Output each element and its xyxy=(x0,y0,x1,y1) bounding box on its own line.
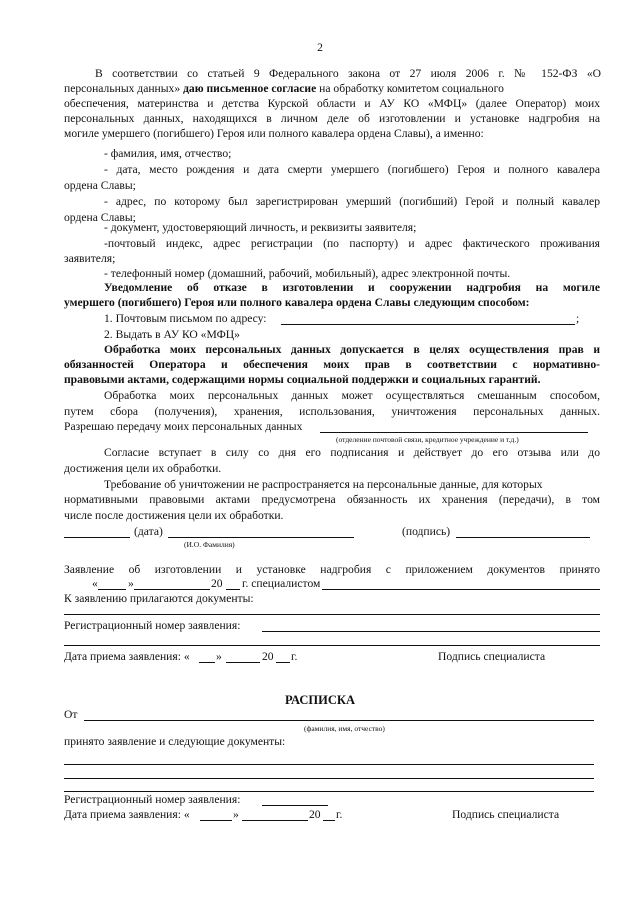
processing-line-2: обязанностей Оператора и обеспечения моих прав в соответствии с нормативно- xyxy=(64,358,600,371)
acceptance-month-field[interactable] xyxy=(134,589,210,590)
destruction-line-2: нормативными правовыми актами предусмотрена обязанность их хранения (передачи), в том xyxy=(64,493,600,506)
consent-line-1: В соответствии со статьей 9 Федерального закона от 27 июля 2006 г. № 152-ФЗ «О xyxy=(95,67,601,80)
validity-line-1: Согласие вступает в силу со дня его подписания и действует до его отзыва или до xyxy=(104,446,600,459)
receipt-title: РАСПИСКА xyxy=(284,693,356,707)
list-item: - дата, место рождения и дата смерти умершего (погибшего) Героя и полного кавалера xyxy=(104,163,600,176)
receipt-docs-field[interactable] xyxy=(64,764,594,765)
receipt-date-day-field[interactable] xyxy=(200,820,232,821)
acceptance-day-field[interactable] xyxy=(98,589,126,590)
receipt-registration-field[interactable] xyxy=(262,805,328,806)
acceptance-signature: Подпись специалиста xyxy=(438,650,546,663)
consent-line-4: персональных данных, находящихся в личном деле об изготовлении и установке надгробия на xyxy=(64,112,600,125)
acceptance-date-mid: » xyxy=(216,650,222,663)
list-item: заявителя; xyxy=(64,252,116,265)
receipt-date-mid: » xyxy=(233,808,239,821)
receipt-date-end: г. xyxy=(336,808,343,821)
acceptance-specialist-label: г. специалистом xyxy=(242,577,321,590)
receipt-from-hint: (фамилия, имя, отчество) xyxy=(304,724,385,733)
receipt-from-field[interactable] xyxy=(84,720,594,721)
specialist-field[interactable] xyxy=(322,589,600,590)
notice-heading-line-1: Уведомление об отказе в изготовлении и сооружении надгробия на могиле xyxy=(104,281,600,294)
name-hint: (И.О. Фамилия) xyxy=(184,540,235,549)
receipt-date-label: Дата приема заявления: « xyxy=(64,808,190,821)
acceptance-year: 20 xyxy=(211,577,223,590)
list-item: - документ, удостоверяющий личность, и реквизиты заявителя; xyxy=(104,221,417,234)
option-mail: 1. Почтовым письмом по адресу: xyxy=(104,312,267,325)
list-item: -почтовый индекс, адрес регистрации (по паспорту) и адрес фактического проживания xyxy=(104,237,600,250)
acceptance-date-label: Дата приема заявления: « xyxy=(64,650,190,663)
option-mfc: 2. Выдать в АУ КО «МФЦ» xyxy=(104,328,240,341)
acceptance-date-end: г. xyxy=(291,650,298,663)
receipt-docs-field[interactable] xyxy=(64,791,594,792)
receipt-date-year-field[interactable] xyxy=(323,820,335,821)
transfer-hint: (отделение почтовой связи, кредитное учреждение и т.д.) xyxy=(336,435,519,444)
consent-line-3: обеспечения, материнства и детства Курской области и АУ КО «МФЦ» (далее Оператор) моих xyxy=(64,97,600,110)
receipt-docs-field[interactable] xyxy=(64,778,594,779)
receipt-from-label: От xyxy=(64,708,78,721)
date-label: (дата) xyxy=(134,525,163,538)
acceptance-date-day-field[interactable] xyxy=(199,662,215,663)
methods-line-3: Разрешаю передачу моих персональных данных xyxy=(64,420,303,433)
acceptance-year-field[interactable] xyxy=(226,589,240,590)
acceptance-date-year-field[interactable] xyxy=(276,662,290,663)
processing-line-1: Обработка моих персональных данных допускается в целях осуществления прав и xyxy=(104,343,600,356)
attached-docs-field[interactable] xyxy=(64,614,600,615)
attached-docs-label: К заявлению прилагаются документы: xyxy=(64,592,254,605)
list-item: - адрес, по которому был зарегистрирован умерший (погибший) Герой и полный кавалер xyxy=(104,195,600,208)
acceptance-date-month-field[interactable] xyxy=(226,662,260,663)
date-field[interactable] xyxy=(64,537,130,538)
receipt-date-month-field[interactable] xyxy=(242,820,308,821)
signature-label: (подпись) xyxy=(402,525,451,538)
option-mail-end: ; xyxy=(576,312,580,325)
page-number: 2 xyxy=(317,41,323,54)
registration-field[interactable] xyxy=(262,631,600,632)
receipt-signature: Подпись специалиста xyxy=(452,808,560,821)
list-item: - фамилия, имя, отчество; xyxy=(104,147,232,160)
notice-heading-line-2: умершего (погибшего) Героя или полного кавалера ордена Славы следующим способом: xyxy=(64,296,530,309)
acceptance-date-year: 20 xyxy=(262,650,274,663)
list-item: - телефонный номер (домашний, рабочий, мобильный), адрес электронной почты. xyxy=(104,267,511,280)
address-field[interactable] xyxy=(281,324,575,325)
registration-label: Регистрационный номер заявления: xyxy=(64,619,241,632)
list-item: ордена Славы; xyxy=(64,211,136,224)
registration-field-extra[interactable] xyxy=(64,645,600,646)
receipt-registration-label: Регистрационный номер заявления: xyxy=(64,793,241,806)
validity-line-2: достижения цели их обработки. xyxy=(64,462,222,475)
processing-line-3: правовыми актами, содержащими нормы социальной поддержки и социальных гарантий. xyxy=(64,373,541,386)
acceptance-day-close: » xyxy=(128,577,134,590)
destruction-line-3: числе после достижения цели их обработки. xyxy=(64,509,284,522)
signature-field[interactable] xyxy=(456,537,590,538)
receipt-date-year: 20 xyxy=(309,808,321,821)
consent-line-2: персональных данных» даю письменное согласие на обработку комитетом социального xyxy=(64,82,504,95)
receipt-accepted: принято заявление и следующие документы: xyxy=(64,735,286,748)
consent-line-5: могиле умершего (погибшего) Героя или полного кавалера ордена Славы), а именно: xyxy=(64,127,484,140)
consent-emphasis: даю письменное согласие xyxy=(183,82,317,95)
destruction-line-1: Требование об уничтожении не распространяется на персональные данные, для которых xyxy=(104,478,543,491)
methods-line-1: Обработка моих персональных данных может осуществляться смешанным способом, xyxy=(104,389,600,402)
methods-line-2: путем сбора (получения), хранения, использования, уничтожения персональных данных. xyxy=(64,405,600,418)
acceptance-day-open: « xyxy=(92,577,98,590)
acceptance-line-1: Заявление об изготовлении и установке надгробия с приложением документов принято xyxy=(64,563,600,576)
list-item: ордена Славы; xyxy=(64,179,136,192)
